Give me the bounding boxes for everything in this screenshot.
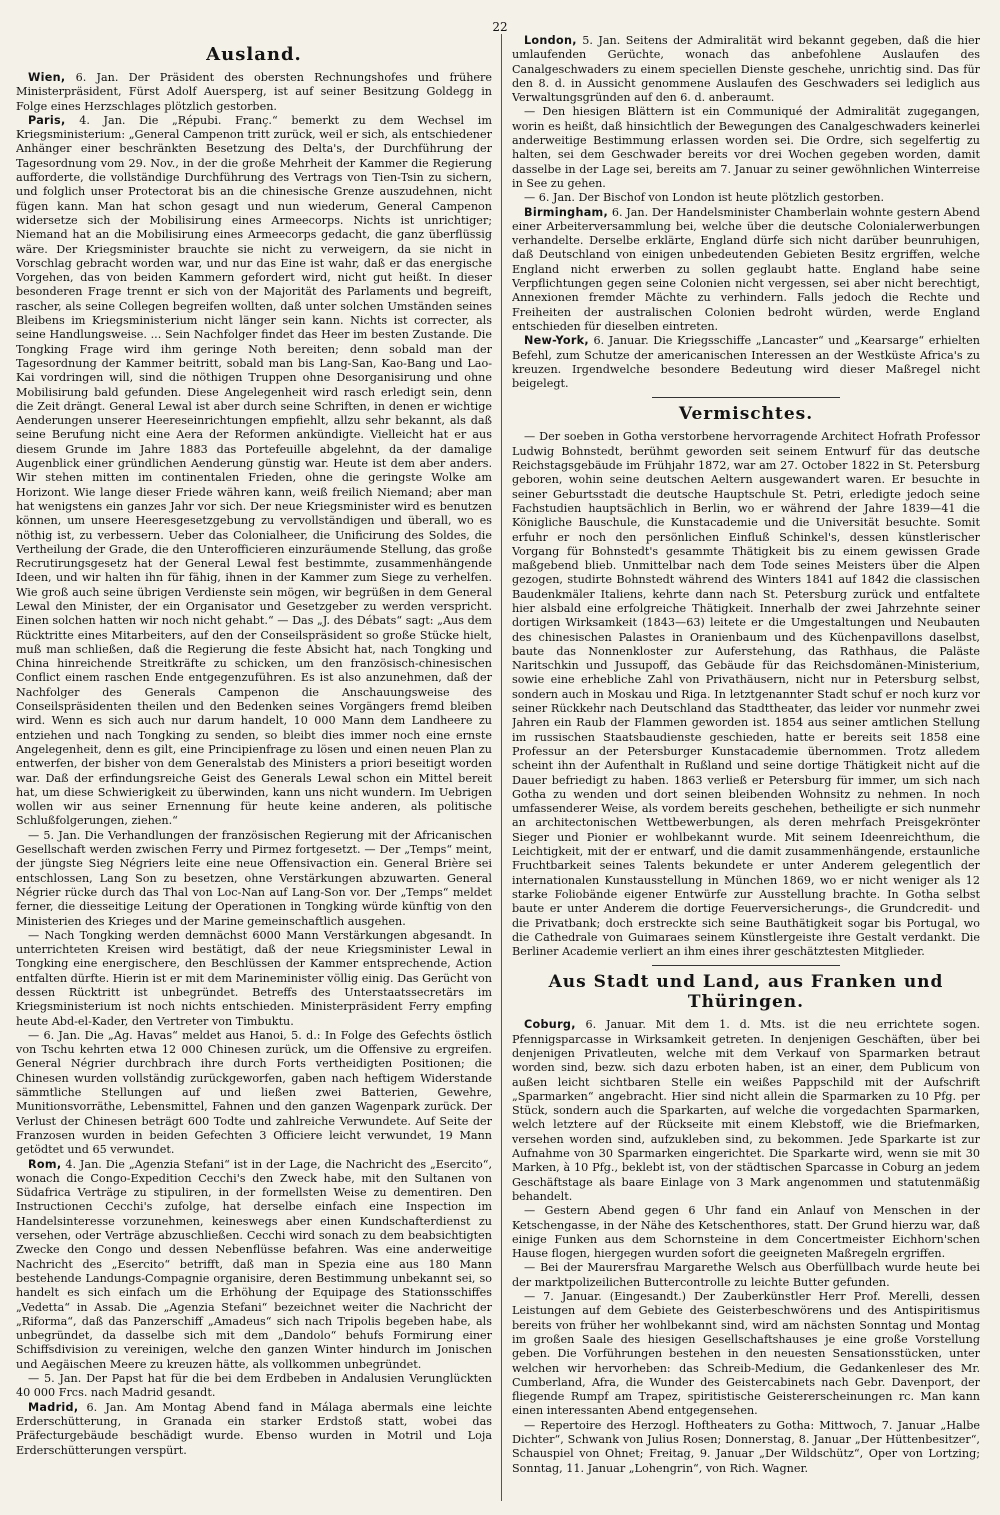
article-paragraph: [512, 1204, 980, 1261]
article-paragraph: [512, 34, 980, 105]
paragraph-text: 6. Januar. Die Kriegsschiffe „Lancaster“ und „Kearsarge“ erhielten Befehl, zum Schutze der americanischen Interessen an der Westküste Africa's zu kreuzen. Irgendwelche besondere Bedeutung wird dieser Maßregel nicht beigelegt.: [512, 334, 980, 391]
dateline-place: Birmingham,: [524, 205, 609, 219]
dateline-place: London,: [524, 34, 577, 47]
article-paragraph: [16, 929, 492, 1029]
local-articles: [512, 1018, 980, 1476]
article-paragraph: [512, 1261, 980, 1290]
paragraph-text: 5. Jan. Seitens der Admiralität wird bekannt gegeben, daß die hier umlaufenden Gerüchte, wonach das anbefohlene Auslaufen des Canalgeschwaders zu einem speciellen Dienste geschehe, unrichtig sind. Das für den 8. d. in Aussicht genommene Auslaufen des Geschwaders sei lediglich aus Verwaltungsgründen auf den 6. d. anberaumt.: [512, 34, 980, 105]
dateline-place: New-York,: [524, 334, 589, 348]
article-paragraph: [512, 1419, 980, 1476]
article-paragraph: [16, 1029, 492, 1158]
paragraph-text: — Nach Tongking werden demnächst 6000 Mann Verstärkungen abgesandt. In unterrichteten Kreisen wird bestätigt, daß der neue Kriegsminister Lewal in Tongking eine energischere, den Beschlüssen der Kammer entsprechende, Action entfalten dürfte. Hierin ist er mit dem Marineminister völlig einig. Das Gerücht von dessen Rücktritt ist unbegründet. Betreffs des Unterstaatssecretärs im Kriegsministerium ist noch nichts entschieden. Ministerpräsident Ferry empfing heute Abd-el-Kader, den Vertreter von Timbuktu.: [16, 928, 492, 1028]
miscellaneous-articles: [512, 430, 980, 959]
paragraph-text: — 7. Januar. (Eingesandt.) Der Zauberkünstler Herr Prof. Merelli, dessen Leistungen auf dem Gebiete des Geisterbeschwörens und des Antispiritismus bereits von früher her wohlbekannt sind, wird am nächsten Sonntag und Montag im großen Saale des hiesigen Gesellschaftshauses je eine große Vorstellung geben. Die Vorführungen bestehen in den neuesten Sensationsstücken, unter welchen wir hervorheben: das Schreib-Medium, die Gedankenleser des Mr. Cumberland, Afra, die Wunder des Geistercabinets nach Gebr. Davenport, der fliegende Rumpf am Trapez, spiritistische Geistererscheinungen rc. Man kann einen interessanten Abend entgegensehen.: [512, 1290, 980, 1418]
left-articles: [16, 71, 492, 1458]
section-heading-local: Aus Stadt und Land, aus Franken und Thüringen.: [548, 972, 944, 1013]
dateline-place: Rom,: [28, 1157, 62, 1171]
paragraph-text: — 6. Jan. Die „Ag. Havas“ meldet aus Hanoi, 5. d.: In Folge des Gefechts östlich von Tschu kehrten etwa 12 000 Chinesen zurück, um die Offensive zu ergreifen. General Négrier durchbrach ihre durch Forts vertheidigten Positionen; die Chinesen wurden vollständig zurückgeworfen, gaben nach heftigem Widerstande sämmtliche Stellungen auf und ließen zwei Batterien, Gewehre, Munitionsvorräthe, Lebensmittel, Fahnen und den ganzen Wagenpark zurück. Der Verlust der Chinesen beträgt 600 Todte und zahlreiche Verwundete. Auf Seite der Franzosen wurden in beiden Gefechten 3 Officiere leicht verwundet, 19 Mann getödtet und 65 verwundet.: [16, 1028, 492, 1157]
article-paragraph: [512, 191, 980, 205]
section-divider: [652, 397, 840, 398]
column-divider: [501, 34, 502, 1501]
section-heading-ausland: Ausland.: [206, 44, 302, 65]
paragraph-text: — Gestern Abend gegen 6 Uhr fand ein Anlauf von Menschen in der Ketschengasse, in der Nähe des Ketschenthores, statt. Der Grund hierzu war, daß einige Funken aus dem Schornsteine in dem Concertmeister Eichhorn'schen Hause flogen, hiergegen wurden sofort die geeigneten Maßregeln ergriffen.: [512, 1204, 980, 1261]
article-paragraph: [16, 1401, 492, 1458]
article-paragraph: [512, 334, 980, 391]
article-paragraph: [16, 1158, 492, 1372]
paragraph-text: 6. Jan. Der Handelsminister Chamberlain wohnte gestern Abend einer Arbeiterversammlung bei, welche über die deutsche Colonialerwerbungen verhandelte. Derselbe erklärte, England dürfe sich nicht darüber beunruhigen, daß Deutschland von einigen unbedeutenden Gebieten Besitz ergriffen, welche England nicht erwerben zu sollen geglaubt hatte. England habe seine Verpflichtungen gegen seine Colonien nicht vergessen, sei aber nicht berechtigt, Annexionen fremder Mächte zu verhindern. Falls jedoch die Rechte und Freiheiten der australischen Colonien bedroht würden, werde England entschieden für dieselben eintreten.: [512, 205, 980, 333]
paragraph-text: — 5. Jan. Die Verhandlungen der französischen Regierung mit der Africanischen Gesellschaft werden zwischen Ferry und Pirmez fortgesetzt. — Der „Temps“ meint, der jüngste Sieg Négriers leite eine neue Offensivaction ein. General Brière sei entschlossen, Lang Son zu besetzen, ohne Verstärkungen abzuwarten. General Négrier rücke durch das Thal von Loc-Nan auf Lang-Son vor. Der „Temps“ meldet ferner, die diesseitige Leitung der Operationen in Tongking würde künftig von den Ministerien des Krieges und der Marine gemeinschaftlich ausgehen.: [16, 828, 492, 928]
paragraph-text: — Den hiesigen Blättern ist ein Communiqué der Admiralität zugegangen, worin es heißt, daß hinsichtlich der Bewegungen des Canalgeschwaders keinerlei anderweitige Bestimmung erlassen worden sei. Die Ordre, sich segelfertig zu halten, sei dem Geschwader bereits vor drei Wochen gegeben worden, damit dasselbe in der Lage sei, bereits am 7. Januar zu seiner gewöhnlichen Winterreise in See zu gehen.: [512, 105, 980, 190]
dateline-place: Wien,: [28, 71, 66, 84]
paragraph-text: 6. Januar. Mit dem 1. d. Mts. ist die neu errichtete sogen. Pfennigsparcasse in Wirksamkeit getreten. In denjenigen Geschäften, über bei denjenigen Privatleuten, welche mit dem Verkauf von Sparmarken betraut worden sind, bezw. sich dazu erboten haben, ist an einer, dem Publicum von außen leicht sichtbaren Stelle ein weißes Pappschild mit der Aufschrift „Sparmarken“ angebracht. Hier sind nicht allein die Sparmarken zu 10 Pfg. per Stück, sondern auch die Sparkarten, auf welche die vorgedachten Sparmarken, welch letztere auf der Rückseite mit einem Klebstoff, wie die Briefmarken, versehen worden sind, aufzukleben sind, zu bekommen. Jede Sparkarte ist zur Aufnahme von 30 Sparmarken eingerichtet. Die Sparkarte wird, wenn sie mit 30 Marken, à 10 Pfg., beklebt ist, von der städtischen Sparcasse in Coburg an jedem Geschäftstage als baare Einlage von 3 Mark angenommen und statutenmäßig behandelt.: [512, 1018, 980, 1203]
dateline-place: Coburg,: [524, 1018, 576, 1032]
article-paragraph: [16, 71, 492, 114]
paragraph-text: — Repertoire des Herzogl. Hoftheaters zu Gotha: Mittwoch, 7. Januar „Halbe Dichter“, Schwank von Julius Rosen; Donnerstag, 8. Januar „Der Hüttenbesitzer“, Schauspiel von Ohnet; Freitag, 9. Januar „Der Wildschütz“, Oper von Lortzing; Sonntag, 11. Januar „Lohengrin“, von Rich. Wagner.: [512, 1418, 980, 1475]
article-paragraph: [512, 430, 980, 959]
article-paragraph: [512, 1018, 980, 1204]
foreign-news-continued: [512, 34, 980, 391]
paragraph-text: 6. Jan. Der Präsident des obersten Rechnungshofes und frühere Ministerpräsident, Fürst Adolf Auersperg, ist auf seiner Besitzung Goldegg in Folge eines Herzschlages plötzlich gestorben.: [16, 71, 492, 113]
page-number: 22: [492, 20, 508, 34]
left-column: [16, 34, 492, 1501]
article-paragraph: [512, 206, 980, 335]
paragraph-text: — 6. Jan. Der Bischof von London ist heute plötzlich gestorben.: [524, 191, 884, 205]
article-paragraph: [512, 1290, 980, 1419]
paragraph-text: — Bei der Maurersfrau Margarethe Welsch aus Oberfüllbach wurde heute bei der marktpolizeilichen Buttercontrolle zu leichte Butter gefunden.: [512, 1261, 980, 1289]
article-paragraph: [16, 114, 492, 829]
dateline-place: Madrid,: [28, 1400, 79, 1414]
section-divider: [652, 965, 840, 966]
paragraph-text: — Der soeben in Gotha verstorbene hervorragende Architect Hofrath Professor Ludwig Bohnstedt, berühmt geworden seit seinem Entwurf für das deutsche Reichstagsgebäude im Frühjahr 1872, war am 27. October 1822 in St. Petersburg geboren, wohin seine deutschen Aeltern ausgewandert waren. Er besuchte in seiner Geburtsstadt die deutsche Hauptschule St. Petri, erledigte jedoch seine Fachstudien hauptsächlich in Berlin, wo er während der Jahre 1839—41 die Königliche Bauschule, die Kunstacademie und die Universität besuchte. Somit erfuhr er noch den persönlichen Einfluß Schinkel's, dessen künstlerischer Vorgang für Bohnstedt's gesammte Thätigkeit bis zu einem gewissen Grade maßgebend blieb. Unmittelbar nach dem Tode seines Meisters über die Alpen gezogen, studirte Bohnstedt während des Winters 1841 auf 1842 die classischen Baudenkmäler Italiens, kehrte dann nach St. Petersburg zurück und entfaltete hier alsbald eine erfolgreiche Thätigkeit. Innerhalb der zwei Jahrzehnte seiner dortigen Wirksamkeit (1843—63) leitete er die Umgestaltungen und Neubauten des chinesischen Palastes in Oranienbaum und des Küchenpavillons daselbst, baute das Nonnenkloster zur Auferstehung, das Rathhaus, die Paläste Naritschkin und Jussupoff, das Gebäude für das Reichsdomänen-Ministerium, sowie eine erhebliche Zahl von Privathäusern, nicht nur in Petersburg selbst, sondern auch in Moskau und Riga. In letztgenannter Stadt schuf er noch kurz vor seiner Rückkehr nach Deutschland das Stadttheater, das leider vor nunmehr zwei Jahren ein Raub der Flammen geworden ist. 1854 aus seiner amtlichen Stellung im russischen Staatsbaudienste geschieden, hatte er bereits seit 1858 eine Professur an der Petersburger Kunstacademie übernommen. Trotz alledem scheint ihn der Aufenthalt in Rußland und seine dortige Thätigkeit nicht auf die Dauer befriedigt zu haben. 1863 verließ er Petersburg für immer, um sich nach Gotha zu wenden und dort seinen bleibenden Wohnsitz zu nehmen. In noch umfassenderer Weise, als vordem bereits geschehen, betheiligte er sich nunmehr an architectonischen Wettbewerbungen, als deren mehrfach Preisgekrönter Sieger und Pionier er wohlbekannt wurde. Mit seinem Ideenreichthum, die Leichtigkeit, mit der er entwarf, und die damit zusammenhängende, erstaunliche Fruchtbarkeit seines Talents bekundete er unter Anderem gelegentlich der internationalen Kunstausstellung in München 1869, wo er nicht weniger als 12 starke Foliobände eigener Entwürfe zur Ausstellung brachte. In Gotha selbst baute er unter Anderem die dortige Feuerversicherungs-, die Grundcredit- und die Privatbank; doch erstreckte sich seine Bauthätigkeit sogar bis Portugal, wo die Cathedrale von Guimaraes seinem Künstlergeiste ihre Gestalt verdankt. Die Berliner Academie verliert an ihm eines ihrer geschätztesten Mitglieder.: [512, 430, 980, 959]
right-column: [512, 34, 980, 1501]
paragraph-text: 4. Jan. Die „Agenzia Stefani“ ist in der Lage, die Nachricht des „Esercito“, wonach die Congo-Expedition Cecchi's den Zweck habe, mit den Sultanen von Südafrica Verträge zu stipuliren, in der formellsten Weise zu dementiren. Den Instructionen Cecchi's zufolge, hat derselbe einfach eine Inspection im Handelsinteresse vorzunehmen, keineswegs aber einen Kundschafterdienst zu versehen, oder Verträge abzuschließen. Cecchi wird sonach zu dem beabsichtigten Zwecke den Congo und dessen Nebenflüsse befahren. Was eine anderweitige Nachricht des „Esercito“ betrifft, daß man in Spezia eine aus 180 Mann bestehende Landungs-Compagnie organisire, deren Bestimmung unbekannt sei, so handelt es sich einfach um die Erhöhung der Equipage des Stationsschiffes „Vedetta“ in Assab. Die „Agenzia Stefani“ bezeichnet weiter die Nachricht der „Riforma“, daß das Panzerschiff „Amadeus“ sich nach Tripolis begeben habe, als unbegründet, da dasselbe sich mit dem „Dandolo“ behufs Formirung einer Schiffsdivision zu vereinigen, welche den ganzen Winter hindurch im Jonischen und Aegäischen Meere zu kreuzen hätte, als vollkommen unbegründet.: [16, 1157, 492, 1371]
paragraph-text: 4. Jan. Die „Répubi. Franç.“ bemerkt zu dem Wechsel im Kriegsministerium: „General Campenon tritt zurück, weil er sich, als entschiedener Anhänger einer beschränkten Besetzung des Delta's, der Durchführung der Tagesordnung vom 29. Nov., in der die große Mehrheit der Kammer die Regierung aufforderte, die vollständige Durchführung des Vertrags von Tien-Tsin zu sichern, und folglich unser Protectorat bis an die chinesische Grenze auszudehnen, nicht fügen kann. Man hat schon gesagt und nun wiederum, General Campenon widersetze sich der Mobilisirung eines Armeecorps. Nichts ist unrichtiger; Niemand hat an die Mobilisirung eines Armeecorps gedacht, die ganz überflüssig wäre. Der Kriegsminister brauchte sie nicht zu verweigern, da sie nicht in Vorschlag gebracht worden war, und nur das Eine ist wahr, daß er das energische Vorgehen, das von beiden Kammern gefordert wird, nicht gut heißt. In dieser besonderen Frage trennt er sich von der Majorität des Parlaments und begreift, rascher, als seine Collegen begreifen wollten, daß unter solchen Umständen seines Bleibens im Kriegsministerium nicht länger sein kann. Nichts ist correcter, als seine Handlungsweise. ... Sein Nachfolger findet das Heer im besten Zustande. Die Tongking Frage wird ihm geringe Noth bereiten; denn sobald man der Tagesordnung der Kammer beitritt, sobald man bis Lang-San, Kao-Bang und Lao-Kai vordringen will, sind die nöthigen Truppen ohne Desorganisirung und ohne Mobilisirung bald gefunden. Diese Angelegenheit wird rasch erledigt sein, denn die Zeit drängt. General Lewal ist aber durch seine Schriften, in denen er wichtige Aenderungen unserer Heereseinrichtungen empfiehlt, allzu sehr bekannt, als daß seine Berufung nicht eine Aera der Reformen ankündigte. Vielleicht hat er aus diesem Grunde im Jahre 1883 das Portefeuille abgelehnt, da der damalige Augenblick einer gründlichen Aenderung günstig war. Heute ist dem aber anders. Wir stehen mitten im continentalen Frieden, ohne die geringste Wolke am Horizont. Wie lange dieser Friede währen kann, weiß freilich Niemand; aber man hat wenigstens ein ganzes Jahr vor sich. Der neue Kriegsminister wird es benutzen können, um unsere Heeresgesetzgebung zu vervollständigen und überall, wo es nöthig ist, zu verbessern. Ueber das Colonialheer, die Unificirung des Soldes, die Vertheilung der Grade, die den Unterofficieren einzuräumende Stellung, das große Recrutirungsgesetz hat der General Lewal fest bestimmte, zusammenhängende Ideen, und wir halten ihn für fähig, ihnen in der Kammer zum Siege zu verhelfen. Wie groß auch seine übrigen Verdienste sein mögen, wir begrüßen in dem General Lewal den Minister, der ein Organisator und Gesetzgeber zu werden verspricht. Einen solchen hatten wir noch nicht gehabt.“ — Das „J. des Débats“ sagt: „Aus dem Rücktritte eines Mitarbeiters, auf den der Conseilspräsident so große Stücke hielt, muß man schließen, daß die Regierung die feste Absicht hat, nach Tongking und China hinreichende Streitkräfte zu schicken, um den französisch-chinesischen Conflict einem raschen Ende entgegenzuführen. Es ist also anzunehmen, daß der Nachfolger des Generals Campenon die Anschauungsweise des Conseilspräsidenten theilen und den Bedenken seines Vorgängers fremd bleiben wird. Wenn es sich auch nur darum handelt, 10 000 Mann dem Landheere zu entziehen und nach Tongking zu senden, so bleibt dies immer noch eine ernste Angelegenheit, denn es gilt, eine Principienfrage zu lösen und einen neuen Plan zu entwerfen, der bisher von dem Generalstab des Ministers a priori beseitigt worden war. Daß der erfindungsreiche Geist des Generals Lewal schon ein Mittel bereit hat, um diese Schwierigkeit zu überwinden, kann uns nicht wundern. Im Uebrigen wollen wir aus seiner Ernennung für heute keine anderen, als politische Schlußfolgerungen, ziehen.“: [16, 113, 492, 828]
article-paragraph: [16, 1372, 492, 1401]
section-heading-vermischtes: Vermischtes.: [678, 404, 814, 425]
article-paragraph: [16, 829, 492, 929]
dateline-place: Paris,: [28, 113, 66, 127]
article-paragraph: [512, 105, 980, 191]
paragraph-text: — 5. Jan. Der Papst hat für die bei dem Erdbeben in Andalusien Verunglückten 40 000 Frcs. nach Madrid gesandt.: [16, 1372, 492, 1400]
paragraph-text: 6. Jan. Am Montag Abend fand in Málaga abermals eine leichte Erderschütterung, in Granada ein starker Erdstoß statt, wobei das Präfecturgebäude beschädigt wurde. Ebenso wurden in Motril und Loja Erderschütterungen verspürt.: [16, 1400, 492, 1457]
